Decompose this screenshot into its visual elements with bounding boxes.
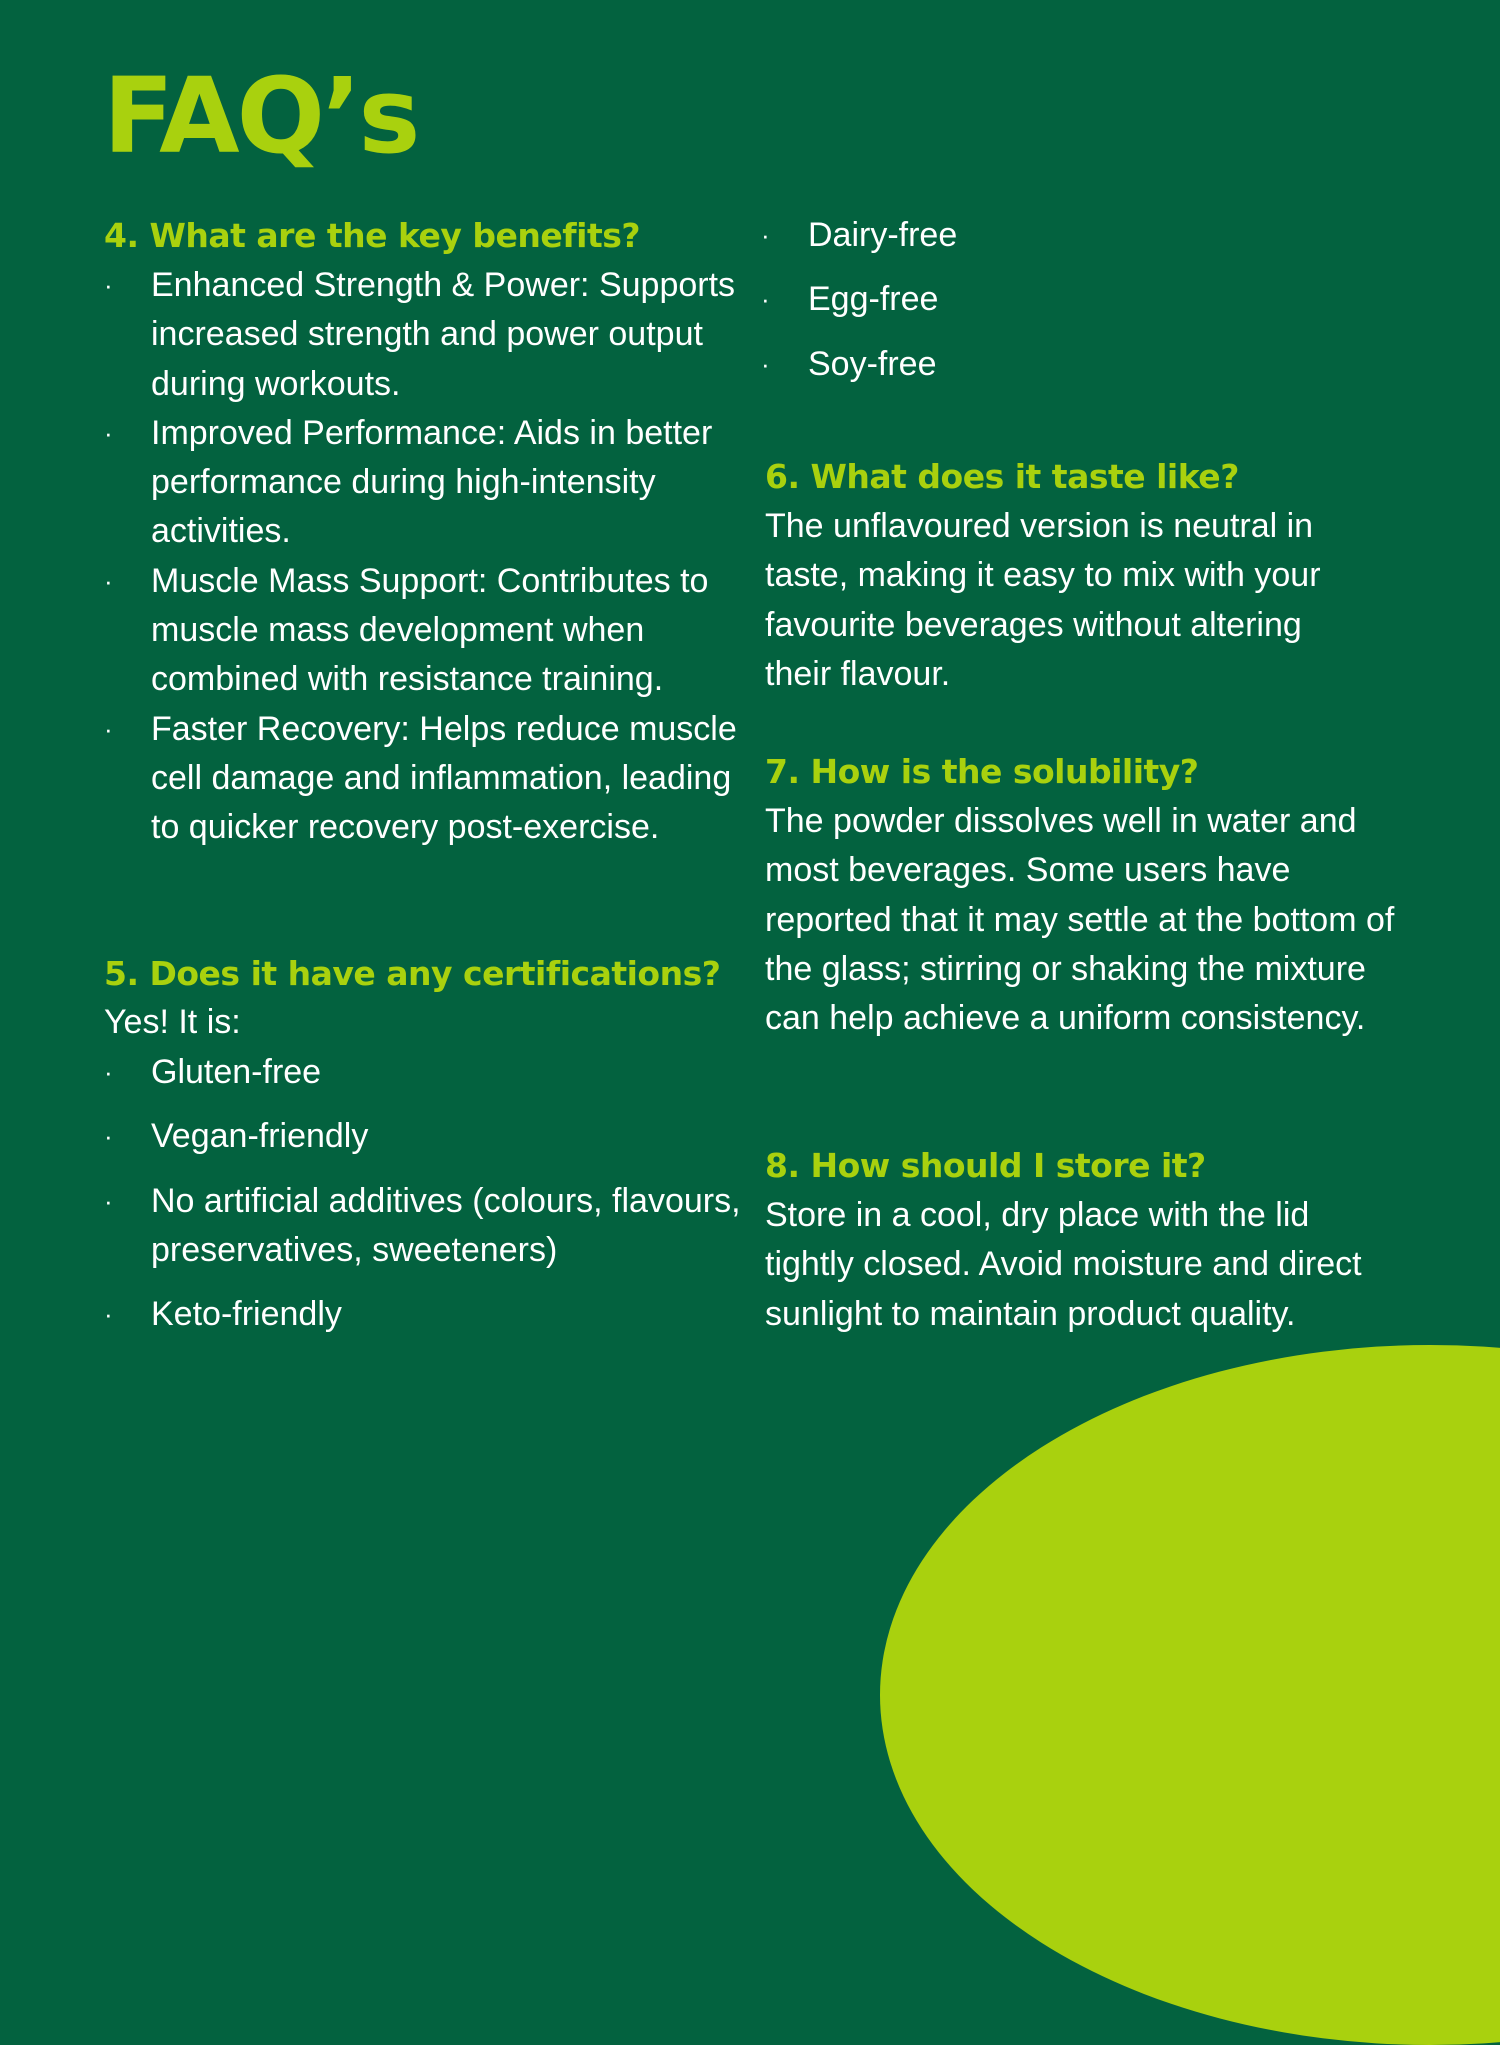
- list-item: [761, 275, 1361, 324]
- benefits-list: [104, 261, 744, 853]
- faq-heading-4: 4. What are the key benefits?: [104, 216, 641, 255]
- bullet-icon: ·: [104, 565, 113, 596]
- certification-text: No artificial additives (colours, flavours, preservatives, sweeteners): [151, 1181, 741, 1269]
- faq-heading-8: 8. How should I store it?: [765, 1146, 1206, 1185]
- benefit-text: Muscle Mass Support: Contributes to muscle mass development when combined with resistance training.: [151, 561, 709, 699]
- taste-answer: The unflavoured version is neutral in taste, making it easy to mix with your favourite beverages without altering their flavour.: [765, 507, 1321, 693]
- faq-heading-6: 6. What does it taste like?: [765, 457, 1239, 496]
- certification-text: Gluten-free: [151, 1053, 322, 1091]
- list-item: [761, 211, 1361, 260]
- certifications-list-left: [104, 1048, 744, 1354]
- bullet-icon: ·: [104, 1185, 113, 1216]
- benefit-text: Faster Recovery: Helps reduce muscle cell damage and inflammation, leading to quicker recovery post-exercise.: [151, 709, 737, 847]
- bullet-icon: ·: [761, 348, 770, 379]
- list-item: [104, 705, 744, 853]
- page-title: FAQ’s: [103, 55, 418, 177]
- certifications-intro: Yes! It is:: [104, 1003, 241, 1041]
- faq-heading-5: 5. Does it have any certifications?: [104, 954, 721, 993]
- storage-answer: Store in a cool, dry place with the lid tightly closed. Avoid moisture and direct sunlight to maintain product quality.: [765, 1196, 1362, 1333]
- bullet-icon: ·: [104, 417, 113, 448]
- list-item: [104, 1290, 744, 1339]
- benefit-text: Improved Performance: Aids in better performance during high-intensity activities.: [151, 413, 713, 551]
- list-item: [761, 340, 1361, 389]
- benefit-text: Enhanced Strength & Power: Supports increased strength and power output during workouts.: [151, 266, 736, 403]
- bullet-icon: ·: [104, 713, 113, 744]
- certification-text: Soy-free: [808, 344, 937, 383]
- decorative-green-shape: [880, 1345, 1500, 2045]
- certification-text: Keto-friendly: [151, 1295, 342, 1334]
- bullet-icon: ·: [104, 1121, 113, 1152]
- certification-text: Vegan-friendly: [151, 1117, 369, 1156]
- list-item: [104, 1048, 744, 1097]
- certifications-list-right: [761, 211, 1361, 404]
- list-item: [104, 1177, 744, 1276]
- list-item: [104, 557, 744, 705]
- list-item: [104, 409, 744, 557]
- list-item: [104, 261, 744, 409]
- bullet-icon: ·: [761, 284, 770, 315]
- faq-heading-7: 7. How is the solubility?: [765, 752, 1199, 791]
- solubility-answer: The powder dissolves well in water and most beverages. Some users have reported that it may settle at the bottom of the glass; stirring or shaking the mixture can help achieve a uniform consistency.: [765, 802, 1395, 1038]
- certification-text: Dairy-free: [808, 216, 958, 254]
- bullet-icon: ·: [104, 1057, 113, 1087]
- bullet-icon: ·: [104, 270, 113, 300]
- bullet-icon: ·: [761, 220, 770, 250]
- list-item: [104, 1112, 744, 1161]
- bullet-icon: ·: [104, 1299, 113, 1330]
- certification-text: Egg-free: [808, 280, 939, 319]
